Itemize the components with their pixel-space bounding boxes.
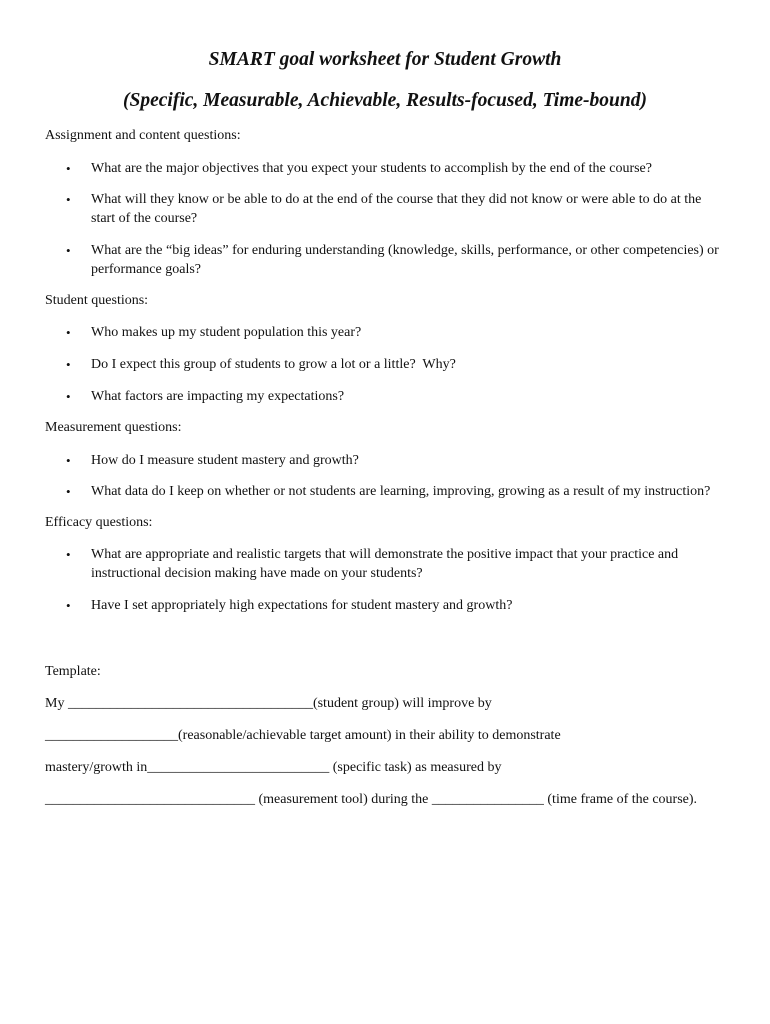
template-label: Template: bbox=[45, 664, 101, 679]
list-item bbox=[66, 451, 726, 470]
list-item bbox=[66, 482, 726, 501]
bullet-icon: • bbox=[66, 598, 71, 613]
question-text: What data do I keep on whether or not students are learning, improving, growing as a result of my instruction? bbox=[91, 484, 711, 499]
bullet-icon: • bbox=[66, 325, 71, 340]
bullet-icon: • bbox=[66, 453, 71, 468]
template-line-measurement-tool: ______________________________ (measurement tool) during the ________________ (time frame of the course). bbox=[45, 792, 698, 807]
bullet-icon: • bbox=[66, 547, 71, 562]
list-item bbox=[66, 596, 726, 615]
bullet-icon: • bbox=[66, 192, 71, 207]
template-line-target-amount: ___________________(reasonable/achievable target amount) in their ability to demonstrate bbox=[45, 728, 561, 743]
question-text: Who makes up my student population this year? bbox=[91, 325, 362, 340]
question-text: What are the “big ideas” for enduring understanding (knowledge, skills, performance, or other competencies) or performance goals? bbox=[91, 243, 719, 277]
section-heading-efficacy: Efficacy questions: bbox=[45, 515, 153, 530]
question-text: What factors are impacting my expectations? bbox=[91, 389, 345, 404]
list-item bbox=[66, 190, 726, 228]
list-item bbox=[66, 387, 726, 406]
question-text: What are appropriate and realistic targets that will demonstrate the positive impact that your practice and instructional decision making have made on your students? bbox=[91, 547, 679, 581]
template-line-specific-task: mastery/growth in__________________________ (specific task) as measured by bbox=[45, 760, 502, 775]
bullet-icon: • bbox=[66, 243, 71, 258]
section-heading-measurement: Measurement questions: bbox=[45, 420, 182, 435]
question-text: What are the major objectives that you expect your students to accomplish by the end of the course? bbox=[91, 161, 652, 176]
section-heading-student: Student questions: bbox=[45, 293, 149, 308]
list-item bbox=[66, 355, 726, 374]
question-text: Do I expect this group of students to grow a lot or a little? Why? bbox=[91, 357, 456, 372]
question-text: Have I set appropriately high expectations for student mastery and growth? bbox=[91, 598, 513, 613]
bullet-icon: • bbox=[66, 161, 71, 176]
bullet-icon: • bbox=[66, 357, 71, 372]
question-text: How do I measure student mastery and growth? bbox=[91, 453, 359, 468]
list-item bbox=[66, 545, 726, 583]
question-text: What will they know or be able to do at the end of the course that they did not know or were able to do at the start of the course? bbox=[91, 192, 702, 226]
bullet-icon: • bbox=[66, 484, 71, 499]
list-item bbox=[66, 241, 726, 279]
list-item bbox=[66, 323, 726, 342]
bullet-icon: • bbox=[66, 389, 71, 404]
worksheet-title: SMART goal worksheet for Student Growth bbox=[208, 49, 562, 70]
template-line-student-group: My ___________________________________(student group) will improve by bbox=[45, 696, 492, 711]
section-heading-assignment: Assignment and content questions: bbox=[45, 128, 241, 143]
worksheet-subtitle: (Specific, Measurable, Achievable, Results-focused, Time-bound) bbox=[123, 90, 647, 111]
list-item bbox=[66, 159, 726, 178]
